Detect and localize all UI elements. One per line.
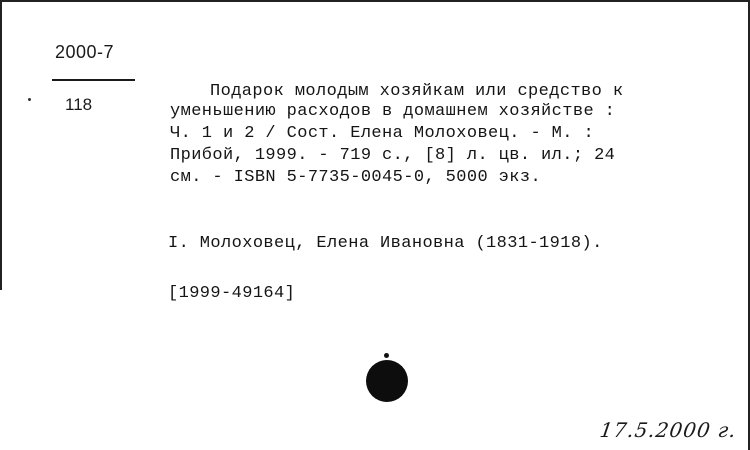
handwritten-date: 17.5.2000 г. [598, 418, 739, 442]
entry-line-5: см. - ISBN 5-7735-0045-0, 5000 экз. [170, 168, 542, 187]
author-note: I. Молоховец, Елена Ивановна (1831-1918). [168, 234, 603, 253]
card-left-edge [0, 0, 2, 290]
entry-line-1: Подарок молодым хозяйкам или средство к [210, 82, 624, 101]
entry-line-3: Ч. 1 и 2 / Сост. Елена Молоховец. - М. : [170, 124, 595, 143]
scan-speck [28, 98, 31, 101]
entry-line-4: Прибой, 1999. - 719 с., [8] л. цв. ил.; 24 [170, 146, 616, 165]
record-id: [1999-49164] [168, 284, 296, 303]
shelfmark: 2000-7 [55, 42, 115, 62]
card-top-edge [0, 0, 750, 2]
shelfmark-divider [52, 79, 135, 81]
entry-line-2: уменьшению расходов в домашнем хозяйстве : [170, 102, 616, 121]
punch-hole-speck [384, 353, 389, 358]
shelf-number: 118 [65, 95, 93, 114]
punch-hole [366, 360, 408, 402]
